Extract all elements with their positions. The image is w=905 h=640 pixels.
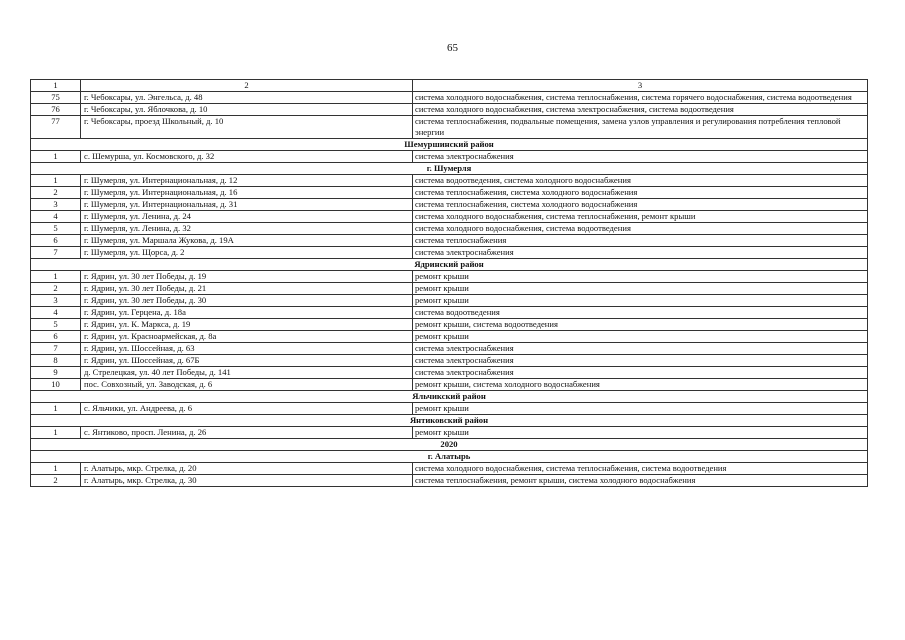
- row-number: 3: [31, 199, 81, 211]
- row-number: 2: [31, 187, 81, 199]
- table-row: [31, 331, 868, 343]
- row-address: г. Ядрин, ул. 30 лет Победы, д. 21: [81, 283, 413, 295]
- row-number: 4: [31, 211, 81, 223]
- table-row: [31, 92, 868, 104]
- row-address: г. Чебоксары, ул. Энгельса, д. 48: [81, 92, 413, 104]
- row-number: 9: [31, 367, 81, 379]
- row-address: г. Шумерля, ул. Интернациональная, д. 12: [81, 175, 413, 187]
- row-address: г. Ядрин, ул. Герцена, д. 18а: [81, 307, 413, 319]
- row-number: 7: [31, 343, 81, 355]
- table-header-row: [31, 80, 868, 92]
- table-row: [31, 151, 868, 163]
- section-row: [31, 259, 868, 271]
- row-address: г. Шумерля, ул. Ленина, д. 32: [81, 223, 413, 235]
- section-row: [31, 139, 868, 151]
- table-row: [31, 199, 868, 211]
- row-works: ремонт крыши: [413, 427, 868, 439]
- row-works: система теплоснабжения, система холодного водоснабжения: [413, 199, 868, 211]
- row-number: 76: [31, 104, 81, 116]
- row-address: г. Шумерля, ул. Щорса, д. 2: [81, 247, 413, 259]
- row-address: пос. Совхозный, ул. Заводская, д. 6: [81, 379, 413, 391]
- row-works: система водоотведения, система холодного водоснабжения: [413, 175, 868, 187]
- section-title: г. Шумерля: [31, 163, 868, 175]
- table-row: [31, 247, 868, 259]
- row-address: г. Чебоксары, ул. Яблочкова, д. 10: [81, 104, 413, 116]
- row-address: г. Шумерля, ул. Интернациональная, д. 31: [81, 199, 413, 211]
- table-row: [31, 271, 868, 283]
- row-address: г. Ядрин, ул. Шоссейная, д. 67Б: [81, 355, 413, 367]
- row-number: 2: [31, 283, 81, 295]
- table-row: [31, 223, 868, 235]
- row-works: система водоотведения: [413, 307, 868, 319]
- row-works: система электроснабжения: [413, 247, 868, 259]
- row-number: 1: [31, 271, 81, 283]
- column-header: 3: [413, 80, 868, 92]
- row-number: 1: [31, 151, 81, 163]
- row-number: 77: [31, 116, 81, 139]
- row-address: г. Ядрин, ул. Красноармейская, д. 8а: [81, 331, 413, 343]
- row-number: 3: [31, 295, 81, 307]
- row-works: ремонт крыши: [413, 283, 868, 295]
- column-header: 2: [81, 80, 413, 92]
- row-works: система теплоснабжения, система холодного водоснабжения: [413, 187, 868, 199]
- table-row: [31, 403, 868, 415]
- row-works: система теплоснабжения, подвальные помещения, замена узлов управления и регулирования потребления тепловой энергии: [413, 116, 868, 139]
- column-header: 1: [31, 80, 81, 92]
- table-row: [31, 343, 868, 355]
- table-row: [31, 104, 868, 116]
- table-row: [31, 283, 868, 295]
- section-title: 2020: [31, 439, 868, 451]
- row-address: г. Ядрин, ул. 30 лет Победы, д. 30: [81, 295, 413, 307]
- row-works: система электроснабжения: [413, 343, 868, 355]
- row-number: 2: [31, 475, 81, 487]
- table-row: [31, 319, 868, 331]
- row-works: ремонт крыши: [413, 271, 868, 283]
- section-title: Яльчикский район: [31, 391, 868, 403]
- row-works: система холодного водоснабжения, система теплоснабжения, система водоотведения: [413, 463, 868, 475]
- row-address: г. Алатырь, мкр. Стрелка, д. 30: [81, 475, 413, 487]
- row-number: 1: [31, 175, 81, 187]
- table-row: [31, 175, 868, 187]
- table-row: [31, 427, 868, 439]
- section-title: г. Алатырь: [31, 451, 868, 463]
- row-address: г. Алатырь, мкр. Стрелка, д. 20: [81, 463, 413, 475]
- row-address: с. Янтиково, просп. Ленина, д. 26: [81, 427, 413, 439]
- row-works: ремонт крыши: [413, 331, 868, 343]
- row-number: 1: [31, 463, 81, 475]
- row-number: 1: [31, 403, 81, 415]
- table-row: [31, 235, 868, 247]
- row-address: г. Шумерля, ул. Интернациональная, д. 16: [81, 187, 413, 199]
- row-works: ремонт крыши, система холодного водоснабжения: [413, 379, 868, 391]
- row-number: 5: [31, 223, 81, 235]
- section-row: [31, 439, 868, 451]
- section-row: [31, 391, 868, 403]
- row-address: г. Чебоксары, проезд Школьный, д. 10: [81, 116, 413, 139]
- row-works: система теплоснабжения, ремонт крыши, система холодного водоснабжения: [413, 475, 868, 487]
- repair-schedule-table: [30, 79, 868, 487]
- row-works: система электроснабжения: [413, 355, 868, 367]
- section-title: Шемуршинский район: [31, 139, 868, 151]
- row-address: г. Ядрин, ул. К. Маркса, д. 19: [81, 319, 413, 331]
- row-address: г. Ядрин, ул. Шоссейная, д. 63: [81, 343, 413, 355]
- section-title: Ядринский район: [31, 259, 868, 271]
- row-number: 4: [31, 307, 81, 319]
- row-address: г. Шумерля, ул. Маршала Жукова, д. 19А: [81, 235, 413, 247]
- section-row: [31, 163, 868, 175]
- row-works: система электроснабжения: [413, 151, 868, 163]
- row-address: с. Шемурша, ул. Космовского, д. 32: [81, 151, 413, 163]
- table-row: [31, 379, 868, 391]
- table-row: [31, 355, 868, 367]
- row-number: 6: [31, 235, 81, 247]
- table-row: [31, 307, 868, 319]
- table-row: [31, 475, 868, 487]
- table-row: [31, 187, 868, 199]
- row-number: 10: [31, 379, 81, 391]
- row-address: с. Яльчики, ул. Андреева, д. 6: [81, 403, 413, 415]
- row-number: 8: [31, 355, 81, 367]
- table-row: [31, 295, 868, 307]
- row-number: 1: [31, 427, 81, 439]
- row-number: 75: [31, 92, 81, 104]
- row-number: 7: [31, 247, 81, 259]
- section-row: [31, 415, 868, 427]
- table-row: [31, 367, 868, 379]
- section-row: [31, 451, 868, 463]
- table-body: [31, 80, 868, 487]
- row-works: система теплоснабжения: [413, 235, 868, 247]
- row-address: г. Ядрин, ул. 30 лет Победы, д. 19: [81, 271, 413, 283]
- row-works: система электроснабжения: [413, 367, 868, 379]
- row-works: система холодного водоснабжения, система водоотведения: [413, 223, 868, 235]
- row-works: система холодного водоснабжения, система теплоснабжения, система горячего водоснабжения, система водоотведения: [413, 92, 868, 104]
- row-address: д. Стрелецкая, ул. 40 лет Победы, д. 141: [81, 367, 413, 379]
- row-works: ремонт крыши: [413, 295, 868, 307]
- table-row: [31, 463, 868, 475]
- row-number: 6: [31, 331, 81, 343]
- row-number: 5: [31, 319, 81, 331]
- row-address: г. Шумерля, ул. Ленина, д. 24: [81, 211, 413, 223]
- section-title: Янтиковский район: [31, 415, 868, 427]
- row-works: ремонт крыши, система водоотведения: [413, 319, 868, 331]
- row-works: система холодного водоснабжения, система электроснабжения, система водоотведения: [413, 104, 868, 116]
- table-row: [31, 211, 868, 223]
- page-number: 65: [447, 42, 458, 54]
- table-row: [31, 116, 868, 139]
- row-works: система холодного водоснабжения, система теплоснабжения, ремонт крыши: [413, 211, 868, 223]
- row-works: ремонт крыши: [413, 403, 868, 415]
